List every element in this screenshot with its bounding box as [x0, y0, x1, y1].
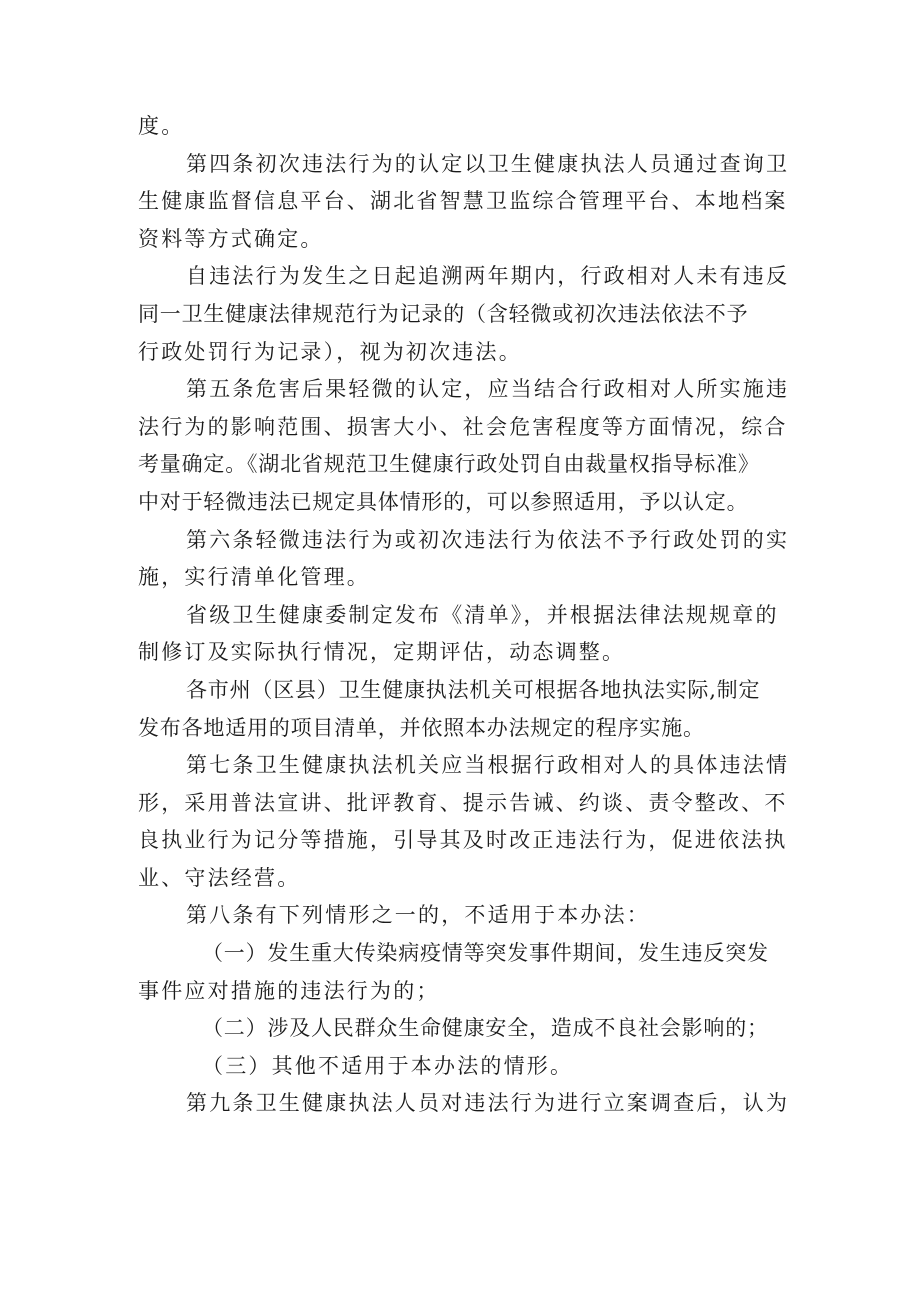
text-line: 度。	[138, 114, 185, 138]
text-line: 形，采用普法宣讲、批评教育、提示告诫、约谈、责令整改、不	[138, 790, 788, 815]
text-line: 法行为的影响范围、损害大小、社会危害程度等方面情况，综合	[138, 414, 788, 439]
list-item-3: （三）其他不适用于本办法的情形。	[202, 1053, 574, 1078]
text-line: 考量确定。《湖北省规范卫生健康行政处罚自由裁量权指导标准》	[138, 452, 760, 477]
text-line: 各市州（区县）卫生健康执法机关可根据各地执法实际,制定	[186, 677, 761, 702]
text-line: 行政处罚行为记录），视为初次违法。	[138, 339, 522, 364]
text-line: 施，实行清单化管理。	[138, 565, 370, 590]
article-9-paragraph: 第九条卫生健康执法人员对违法行为进行立案调查后，认为	[186, 1091, 790, 1116]
text-line: 制修订及实际执行情况，定期评估，动态调整。	[138, 640, 626, 665]
document-body	[138, 108, 793, 1123]
article-6-paragraph: 第六条轻微违法行为或初次违法行为依法不予行政处罚的实	[186, 527, 790, 552]
text-line: 中对于轻微违法已规定具体情形的，可以参照适用，予以认定。	[138, 489, 749, 514]
list-item-2: （二）涉及人民群众生命健康安全，造成不良社会影响的；	[202, 1016, 769, 1041]
text-line: 事件应对措施的违法行为的；	[138, 978, 440, 1003]
list-item-1: （一）发生重大传染病疫情等突发事件期间，发生违反突发	[202, 941, 769, 966]
article-5-paragraph: 第五条危害后果轻微的认定，应当结合行政相对人所实施违	[186, 377, 790, 402]
text-line: 业、守法经营。	[138, 865, 301, 890]
text-line: 生健康监督信息平台、湖北省智慧卫监综合管理平台、本地档案	[138, 189, 788, 214]
text-line: 良执业行为记分等措施，引导其及时改正违法行为，促进依法执	[138, 828, 788, 853]
text-line: 资料等方式确定。	[138, 226, 324, 251]
article-8-paragraph: 第八条有下列情形之一的，不适用于本办法：	[186, 903, 650, 928]
text-line: 自违法行为发生之日起追溯两年期内，行政相对人未有违反	[186, 264, 790, 289]
article-4-paragraph: 第四条初次违法行为的认定以卫生健康执法人员通过查询卫	[186, 151, 790, 176]
text-line: 发布各地适用的项目清单，并依照本办法规定的程序实施。	[138, 715, 705, 740]
text-line: 省级卫生健康委制定发布《清单》，并根据法律法规规章的	[186, 602, 779, 627]
article-7-paragraph: 第七条卫生健康执法机关应当根据行政相对人的具体违法情	[186, 753, 790, 778]
text-line: 同一卫生健康法律规范行为记录的（含轻微或初次违法依法不予	[138, 301, 749, 326]
